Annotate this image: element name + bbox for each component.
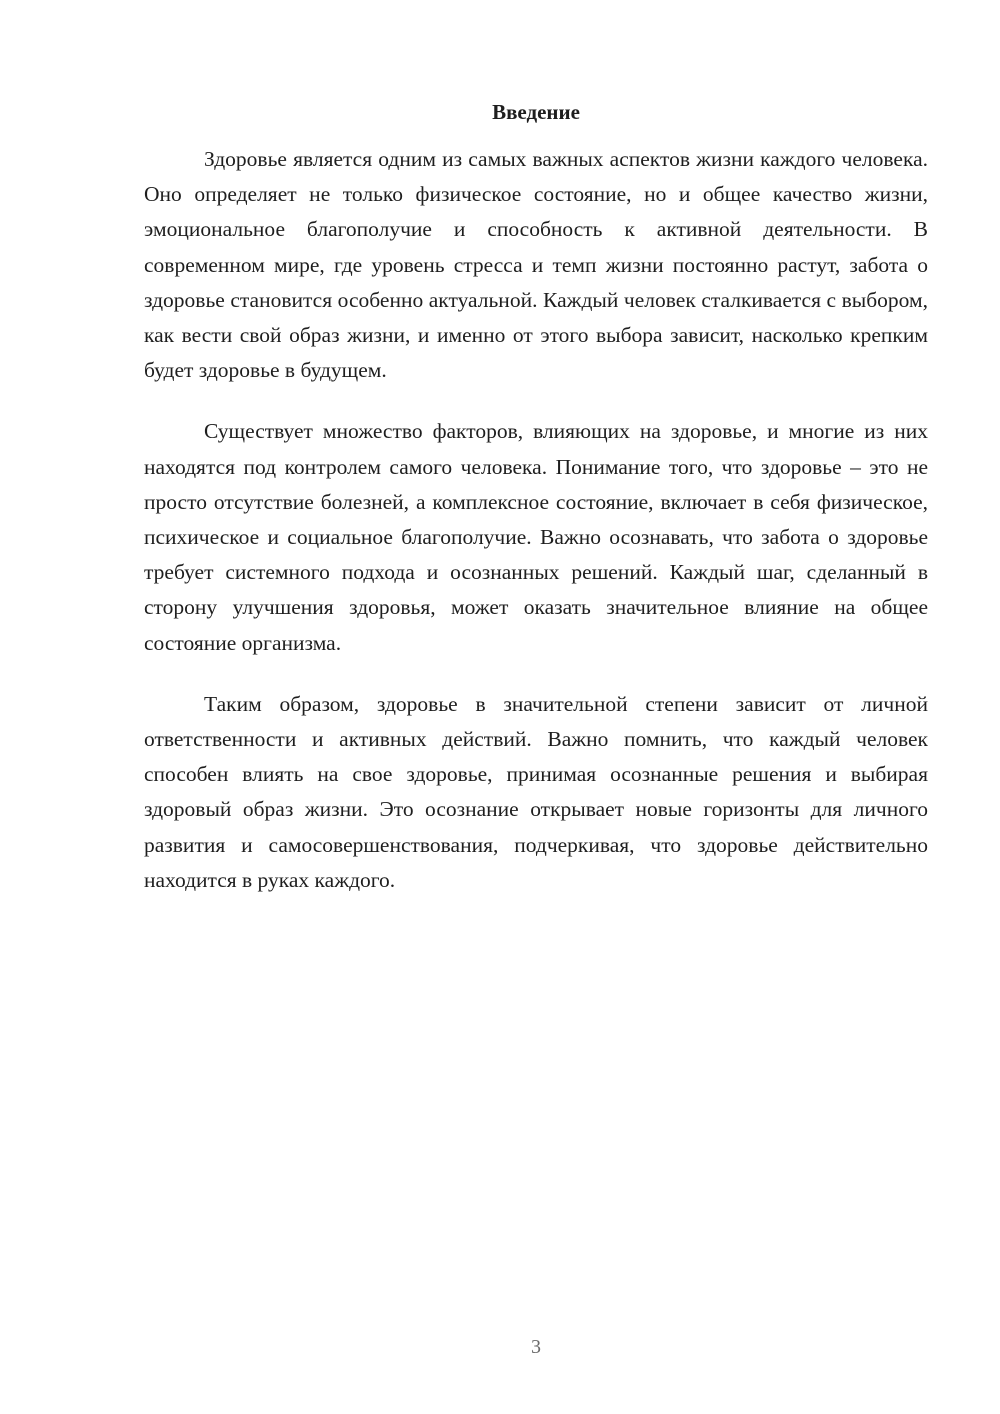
paragraph-1: Здоровье является одним из самых важных аспектов жизни каждого человека. Оно определяет не только физическое состояние, но и общее качество жизни, эмоциональное благополучие и способность к активной деятельности. В современном мире, где уровень стресса и темп жизни постоянно растут, забота о здоровье становится особенно актуальной. Каждый человек сталкивается с выбором, как вести свой образ жизни, и именно от этого выбора зависит, насколько крепким будет здоровье в будущем. <box>144 147 928 383</box>
paragraph-2: Существует множество факторов, влияющих на здоровье, и многие из них находятся под контролем самого человека. Понимание того, что здоровье – это не просто отсутствие болезней, а комплексное состояние, включает в себя физическое, психическое и социальное благополучие. Важно осознавать, что забота о здоровье требует системного подхода и осознанных решений. Каждый шаг, сделанный в сторону улучшения здоровья, может оказать значительное влияние на общее состояние организма. <box>144 419 928 655</box>
body-text <box>144 142 928 898</box>
section-heading: Введение <box>492 100 580 124</box>
paragraph-3: Таким образом, здоровье в значительной степени зависит от личной ответственности и активных действий. Важно помнить, что каждый человек способен влиять на свое здоровье, принимая осознанные решения и выбирая здоровый образ жизни. Это осознание открывает новые горизонты для личного развития и самосовершенствования, подчеркивая, что здоровье действительно находится в руках каждого. <box>144 691 928 892</box>
page-number: 3 <box>531 1336 541 1358</box>
